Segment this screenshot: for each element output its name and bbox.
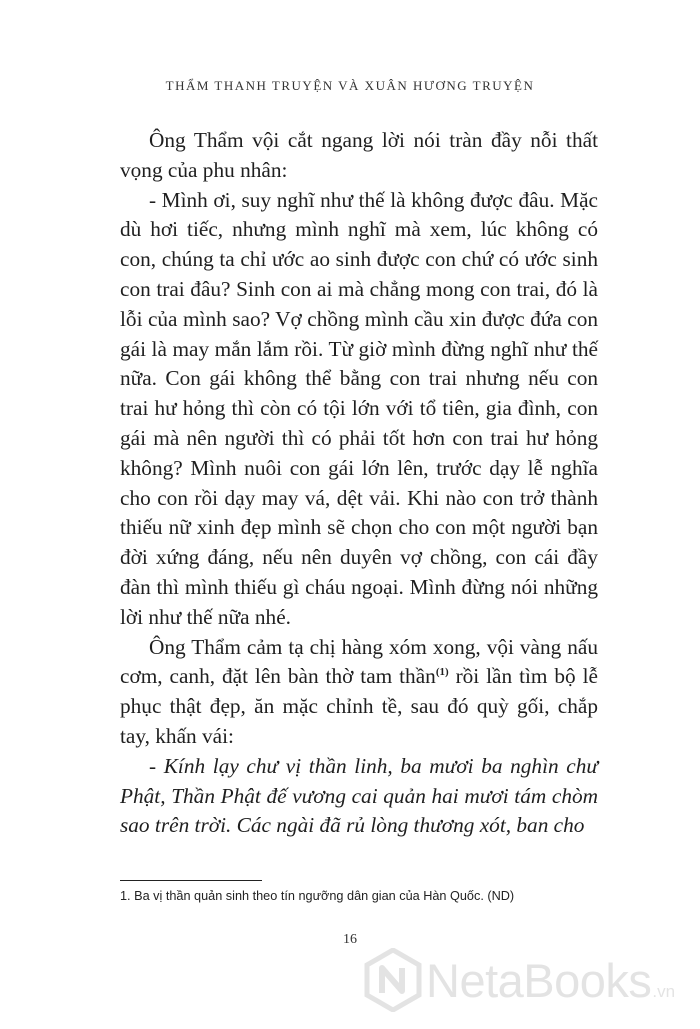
neta-logo-icon	[364, 948, 422, 1012]
paragraph-text: rồi lần tìm bộ lễ phục thật đẹp, ăn mặc chỉnh tề, sau đó quỳ gối, chắp tay, khấn vái:	[120, 664, 598, 748]
paragraph: - Kính lạy chư vị thần linh, ba mươi ba nghìn chư Phật, Thần Phật đế vương cai quản hai mươi tám chòm sao trên trời. Các ngài đã rủ lòng thương xót, ban cho	[120, 753, 598, 838]
watermark-brand: NetaBooks	[426, 953, 652, 1007]
paragraph: Ông Thẩm vội cắt ngang lời nói tràn đầy nỗi thất vọng của phu nhân:	[120, 128, 598, 182]
footnote: 1. Ba vị thần quản sinh theo tín ngưỡng dân gian của Hàn Quốc. (ND)	[120, 889, 515, 903]
page-number: 16	[343, 932, 357, 947]
footnote-divider	[120, 880, 262, 881]
running-header: THẨM THANH TRUYỆN VÀ XUÂN HƯƠNG TRUYỆN	[165, 78, 535, 93]
paragraph: - Mình ơi, suy nghĩ như thế là không được đâu. Mặc dù hơi tiếc, nhưng mình nghĩ mà xem, lúc không có con, chúng ta chỉ ước ao sinh được con chứ có ước sinh con trai đâu? Sinh con ai mà chẳng mong con trai, đó là lỗi của mình sao? Vợ chồng mình cầu xin được đứa con gái là may mắn lắm rồi. Từ giờ mình đừng nghĩ như thế nữa. Con gái không thể bằng con trai nhưng nếu con trai hư hỏng thì còn có tội lớn với tổ tiên, gia đình, con gái mà nên người thì có phải tốt hơn con trai hư hỏng không? Mình nuôi con gái lớn lên, trước dạy lễ nghĩa cho con rồi dạy may vá, dệt vải. Khi nào con trở thành thiếu nữ xinh đẹp mình sẽ chọn cho con một người bạn đời xứng đáng, nếu nên duyên vợ chồng, con cái đầy đàn thì mình thiếu gì cháu ngoại. Mình đừng nói những lời như thế nữa nhé.	[120, 187, 598, 629]
footnote-reference[interactable]: (1)	[435, 666, 449, 679]
paragraph	[120, 633, 598, 752]
body-text	[120, 126, 598, 841]
watermark-tld: .vn	[652, 982, 676, 1001]
paragraph-text: Ông Thẩm cảm tạ chị hàng xóm xong, vội vàng nấu cơm, canh, đặt lên bàn thờ tam thần	[120, 634, 598, 689]
watermark	[364, 944, 700, 1016]
